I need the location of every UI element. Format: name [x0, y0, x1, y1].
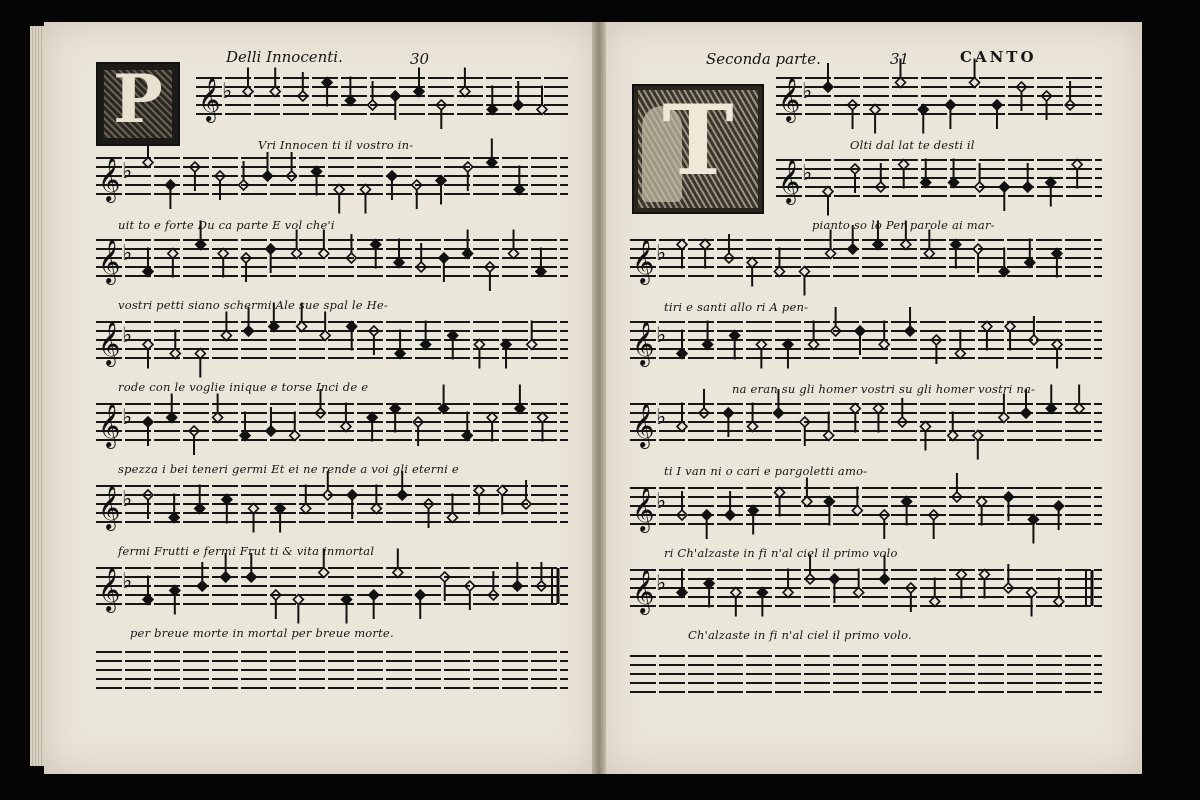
note-head [879, 574, 889, 584]
clef: 𝄞 [632, 321, 655, 365]
flat-sign: ♭ [122, 405, 133, 430]
lyric-line: rode con le voglie inique e torse Inci de e [118, 380, 369, 394]
flat-sign: ♭ [222, 79, 233, 104]
note-head [1023, 182, 1033, 192]
note-head [773, 408, 783, 418]
note-head [999, 182, 1009, 192]
flat-sign: ♭ [656, 241, 667, 266]
note-head [725, 510, 735, 520]
note-head [197, 581, 207, 591]
note-head [347, 490, 357, 500]
flat-sign: ♭ [122, 323, 133, 348]
clef: 𝄞 [98, 321, 121, 365]
note-head [512, 581, 522, 591]
note-head [165, 180, 175, 190]
flat-sign: ♭ [656, 489, 667, 514]
lyric-line: ri Ch'alzaste in fi n'al ciel il primo volo [664, 546, 898, 560]
lyric-line: uit to e forte Du ca parte E vol che'i [118, 218, 335, 232]
clef: 𝄞 [632, 569, 655, 613]
flat-sign: ♭ [122, 159, 133, 184]
note-head [439, 253, 449, 263]
flat-sign: ♭ [122, 569, 133, 594]
note-head [390, 91, 400, 101]
clef: 𝄞 [98, 403, 121, 447]
note-head [221, 572, 231, 582]
note-head [415, 590, 425, 600]
lyric-line: tiri e santi allo ri A pen- [664, 300, 809, 314]
note-head [829, 574, 839, 584]
initial-letter: T [662, 84, 734, 197]
clef: 𝄞 [98, 567, 121, 611]
note-head [1054, 501, 1064, 511]
flat-sign: ♭ [656, 405, 667, 430]
note-head [246, 572, 256, 582]
note-head [143, 417, 153, 427]
note-head [1021, 408, 1031, 418]
note-head [823, 82, 833, 92]
note-head [397, 490, 407, 500]
clef: 𝄞 [632, 239, 655, 283]
clef: 𝄞 [98, 157, 121, 201]
clef: 𝄞 [98, 239, 121, 283]
flat-sign: ♭ [802, 161, 813, 186]
note-head [387, 171, 397, 181]
note-head [945, 100, 955, 110]
lyric-line: na eran su gli homer vostri su gli homer vostri na- [732, 382, 1036, 396]
lyric-line: pianto so lo Per parole ai mar- [812, 218, 995, 232]
note-head [369, 590, 379, 600]
note-head [1004, 492, 1014, 502]
note-head [855, 326, 865, 336]
clef: 𝄞 [98, 485, 121, 529]
note-head [905, 326, 915, 336]
note-head [848, 244, 858, 254]
left-running-head: Delli Innocenti. [226, 48, 343, 66]
note-head [723, 408, 733, 418]
note-head [992, 100, 1002, 110]
left-page-number: 30 [410, 50, 430, 68]
lyric-line: Olti dal lat te desti il [850, 138, 975, 152]
note-head [244, 326, 254, 336]
lyric-line: Ch'alzaste in fi n'al ciel il primo volo. [688, 628, 912, 642]
decorated-initial-p [96, 62, 180, 146]
lyric-line: Vri Innocen ti il vostro in- [258, 138, 414, 152]
lyric-line: per breue morte in mortal per breue morte. [130, 626, 394, 640]
voice-part-label: CANTO [960, 48, 1037, 66]
initial-letter: P [113, 60, 163, 138]
lyric-line: fermi Frutti e fermi Frut ti & vita inmortal [118, 544, 375, 558]
clef: 𝄞 [632, 403, 655, 447]
lyric-line: spezza i bei teneri germi Et ei ne rende a voi gli eterni e [118, 462, 459, 476]
note-head [513, 100, 523, 110]
clef: 𝄞 [778, 77, 801, 121]
right-page-number: 31 [890, 50, 910, 68]
lyric-line: ti I van ni o cari e pargoletti amo- [664, 464, 868, 478]
flat-sign: ♭ [122, 487, 133, 512]
clef: 𝄞 [632, 487, 655, 531]
note-head [702, 510, 712, 520]
woodcut-initial-t [632, 84, 764, 214]
flat-sign: ♭ [656, 323, 667, 348]
clef: 𝄞 [778, 159, 801, 203]
clef: 𝄞 [198, 77, 221, 121]
note-head [266, 244, 276, 254]
flat-sign: ♭ [656, 571, 667, 596]
flat-sign: ♭ [122, 241, 133, 266]
note-head [263, 171, 273, 181]
note-head [266, 426, 276, 436]
flat-sign: ♭ [802, 79, 813, 104]
lyric-line: vostri petti siano schermi Ale sue spal le He- [118, 298, 388, 312]
right-running-head: Seconda parte. [706, 50, 821, 68]
